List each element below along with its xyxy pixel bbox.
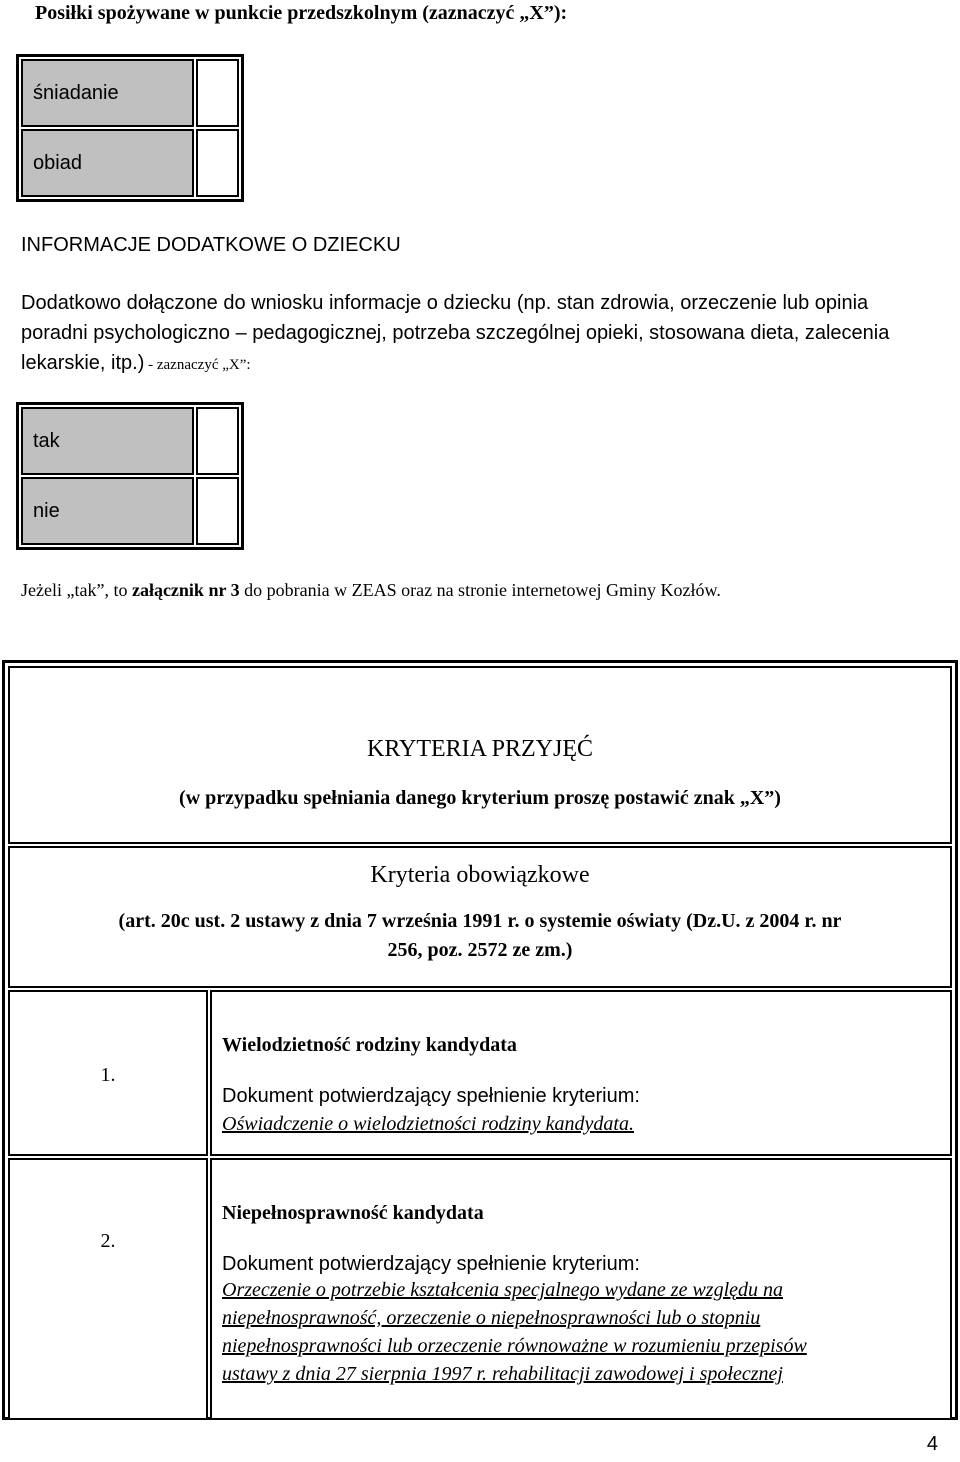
- note-bold: załącznik nr 3: [131, 580, 240, 600]
- page-number: 4: [926, 1433, 938, 1455]
- criterion-doc-text-line: niepełnosprawności lub orzeczenie równoważne w rozumieniu przepisów: [222, 1335, 807, 1357]
- info-option-no: [21, 477, 194, 545]
- meal-option-label: śniadanie: [33, 81, 119, 104]
- law-reference-line2: 256, poz. 2572 ze zm.): [387, 939, 573, 961]
- criterion-doc-text-line: ustawy z dnia 27 sierpnia 1997 r. rehabilitacji zawodowej i społecznej: [222, 1363, 783, 1385]
- criterion-doc-label: Dokument potwierdzający spełnienie kryterium:: [222, 1253, 640, 1275]
- meal-option-lunch: [21, 129, 194, 197]
- meal-option-label: obiad: [33, 151, 82, 174]
- meal-option-breakfast: [21, 59, 194, 127]
- criteria-title: KRYTERIA PRZYJĘĆ: [366, 736, 594, 762]
- criterion-doc-text-line: Orzeczenie o potrzebie kształcenia specjalnego wydane ze względu na: [222, 1279, 783, 1301]
- law-reference-line1: (art. 20c ust. 2 ustawy z dnia 7 września 1991 r. o systemie oświaty (Dz.U. z 2004 r. nr: [118, 910, 842, 932]
- criteria-subtitle: (w przypadku spełniania danego kryterium proszę postawić znak „X”): [179, 787, 781, 809]
- meals-title: Posiłki spożywane w punkcie przedszkolnym (zaznaczyć „X”):: [35, 2, 568, 24]
- obligatory-title: Kryteria obowiązkowe: [370, 862, 590, 888]
- note-part1: Jeżeli „tak”, to: [21, 580, 132, 600]
- info-checkbox-yes[interactable]: [196, 407, 239, 475]
- info-heading: INFORMACJE DODATKOWE O DZIECKU: [21, 234, 401, 256]
- attachment-note: [21, 580, 721, 601]
- criterion-number-cell[interactable]: [8, 1158, 208, 1420]
- note-part2: do pobrania w ZEAS oraz na stronie internetowej Gminy Kozłów.: [239, 580, 721, 600]
- criteria-header-cell: [8, 666, 952, 844]
- info-option-yes: [21, 407, 194, 475]
- criterion-doc-text-line: niepełnosprawność, orzeczenie o niepełnosprawności lub o stopniu: [222, 1307, 761, 1329]
- info-paragraph: [21, 288, 921, 380]
- criterion-doc-label: Dokument potwierdzający spełnienie kryterium:: [222, 1085, 640, 1107]
- criterion-description-cell: [210, 990, 952, 1156]
- info-option-label: nie: [33, 499, 60, 522]
- criterion-name: Wielodzietność rodziny kandydata: [222, 1034, 517, 1056]
- criterion-number: 2.: [100, 1230, 116, 1252]
- criterion-doc-text: Oświadczenie o wielodzietności rodziny kandydata.: [222, 1113, 634, 1135]
- info-paragraph-suffix: - zaznaczyć „X”:: [144, 357, 251, 373]
- meal-checkbox-lunch[interactable]: [196, 129, 239, 197]
- criterion-number: 1.: [100, 1064, 116, 1086]
- criterion-description-cell: [210, 1158, 952, 1420]
- criterion-number-cell[interactable]: [8, 990, 208, 1156]
- info-checkbox-no[interactable]: [196, 477, 239, 545]
- criterion-name: Niepełnosprawność kandydata: [222, 1202, 484, 1224]
- info-paragraph-text: Dodatkowo dołączone do wniosku informacje o dziecku (np. stan zdrowia, orzeczenie lub opinia poradni psychologiczno – pedagogicznej, potrzeba szczególnej opieki, stosowana dieta, zalecenia lekarskie, itp.): [21, 292, 890, 374]
- meal-checkbox-breakfast[interactable]: [196, 59, 239, 127]
- obligatory-header-cell: [8, 846, 952, 988]
- info-option-label: tak: [33, 429, 60, 452]
